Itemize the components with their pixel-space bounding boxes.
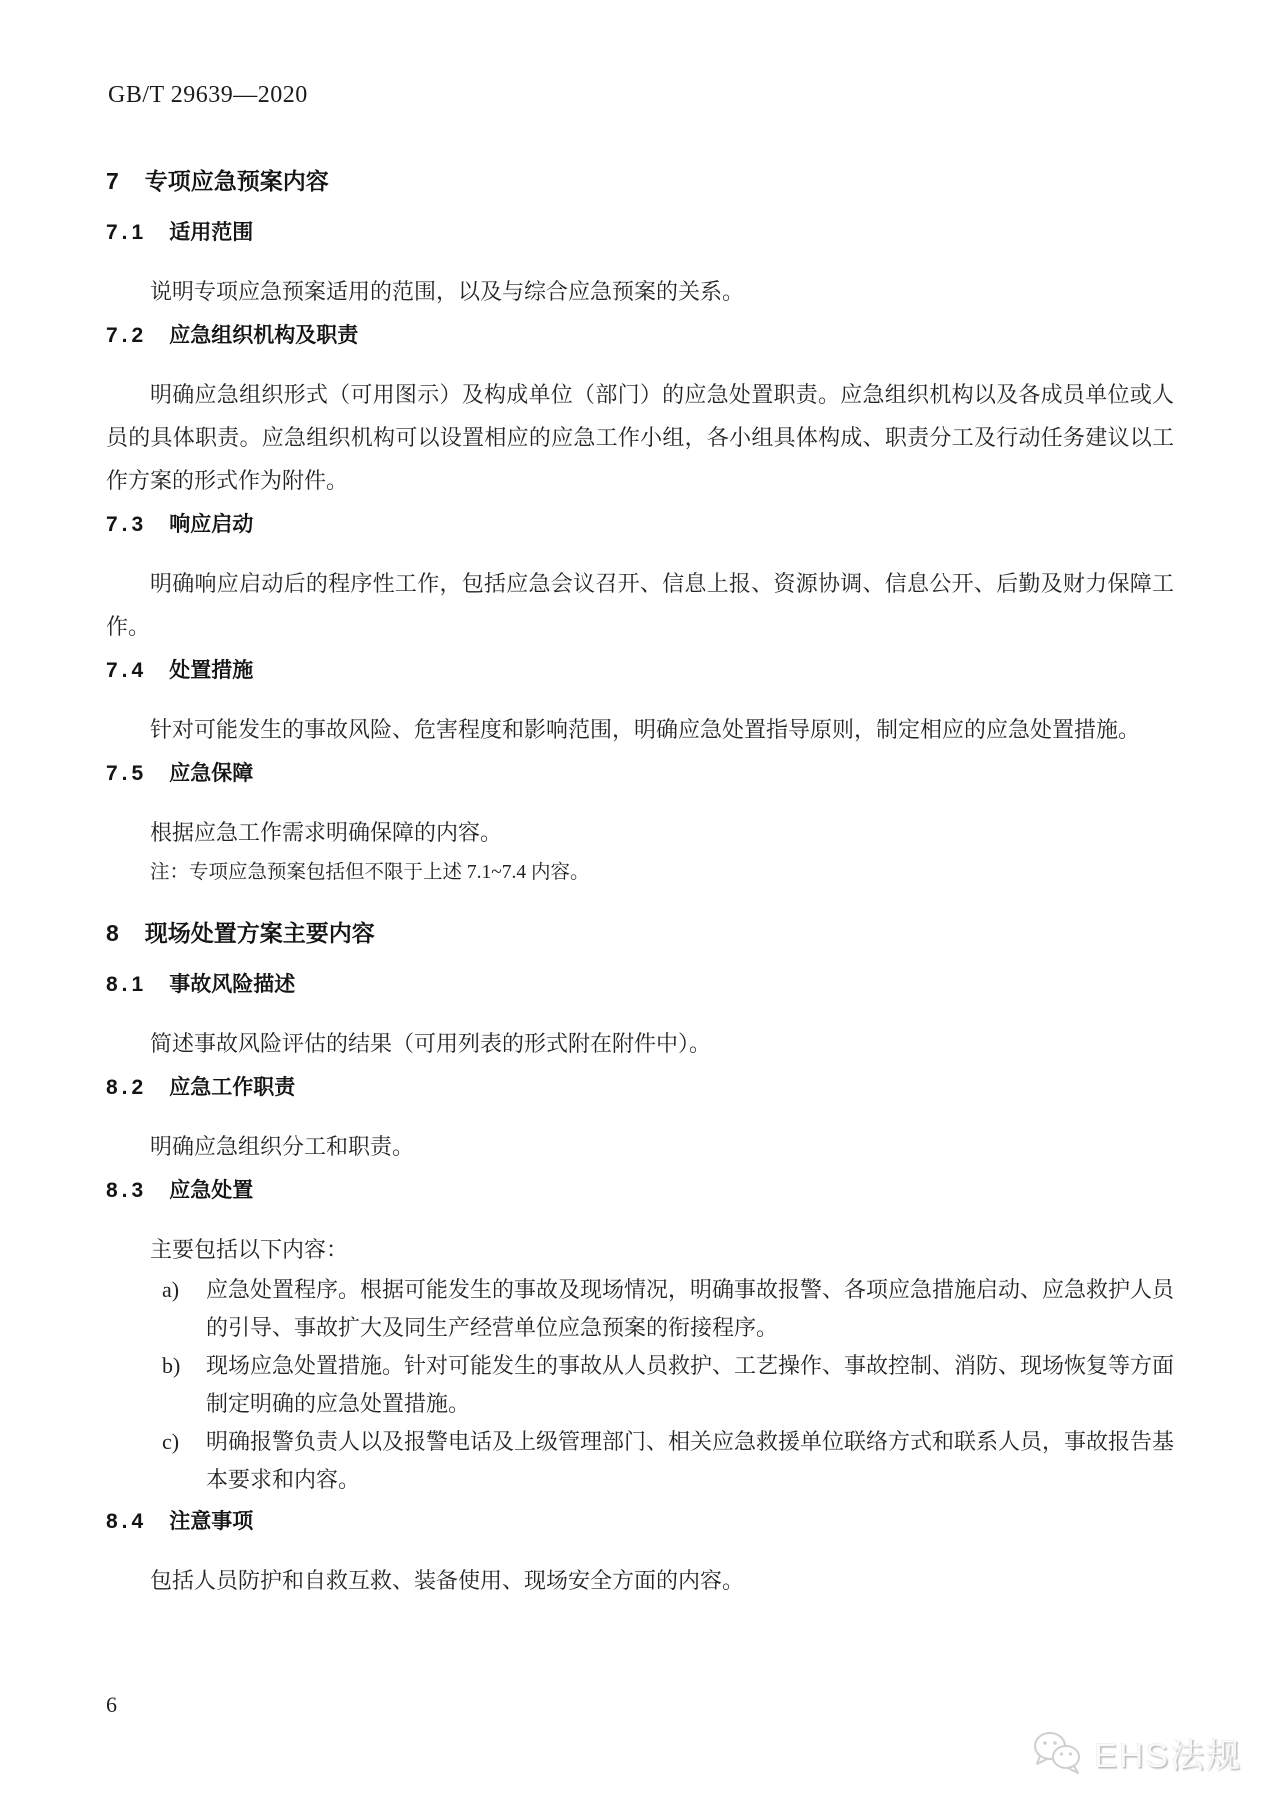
heading-title: 应急处置 (169, 1179, 254, 1202)
list-item-a (106, 1271, 1174, 1347)
heading-number: 7 (106, 168, 123, 194)
paragraph: 明确应急组织分工和职责。 (150, 1134, 415, 1159)
paragraph: 明确响应启动后的程序性工作，包括应急会议召开、信息上报、资源协调、信息公开、后勤及财力保障工作。 (106, 571, 1174, 639)
section-heading-7 (106, 166, 1174, 196)
list-item-b (106, 1347, 1174, 1423)
paragraph: 明确应急组织形式（可用图示）及构成单位（部门）的应急处置职责。应急组织机构以及各成员单位或人员的具体职责。应急组织机构可以设置相应的应急工作小组，各小组具体构成、职责分工及行动任务建议以工作方案的形式作为附件。 (106, 382, 1174, 493)
list-marker: a) (162, 1277, 180, 1302)
heading-title: 处置措施 (169, 659, 254, 682)
heading-number: 7.3 (106, 513, 148, 536)
watermark-brand: EHS法规 (1094, 1737, 1242, 1775)
heading-title: 应急组织机构及职责 (169, 324, 359, 347)
section-heading-7.2 (106, 321, 1174, 351)
heading-title: 事故风险描述 (169, 973, 296, 996)
heading-title: 适用范围 (169, 221, 254, 244)
heading-number: 8.4 (106, 1510, 148, 1533)
list-text: 现场应急处置措施。针对可能发生的事故从人员救护、工艺操作、事故控制、消防、现场恢复等方面制定明确的应急处置措施。 (206, 1353, 1175, 1416)
heading-title: 应急保障 (169, 762, 254, 785)
document-body (106, 140, 1174, 1602)
heading-title: 响应启动 (169, 513, 254, 536)
heading-title: 专项应急预案内容 (144, 168, 329, 194)
list-text: 应急处置程序。根据可能发生的事故及现场情况，明确事故报警、各项应急措施启动、应急救护人员的引导、事故扩大及同生产经营单位应急预案的衔接程序。 (206, 1277, 1175, 1340)
paragraph: 针对可能发生的事故风险、危害程度和影响范围，明确应急处置指导原则，制定相应的应急处置措施。 (150, 717, 1141, 742)
section-heading-7.3 (106, 510, 1174, 540)
paragraph: 主要包括以下内容： (150, 1237, 349, 1262)
standard-number: GB/T 29639—2020 (108, 82, 308, 108)
section-heading-7.1 (106, 218, 1174, 248)
list-marker: b) (162, 1353, 181, 1378)
heading-number: 8.1 (106, 973, 148, 996)
paragraph: 根据应急工作需求明确保障的内容。 (150, 820, 503, 845)
section-heading-8.1 (106, 970, 1174, 1000)
wechat-icon (1030, 1730, 1086, 1776)
heading-number: 7.5 (106, 762, 148, 785)
section-heading-8.3 (106, 1176, 1174, 1206)
heading-number: 8.2 (106, 1076, 148, 1099)
list-marker: c) (162, 1429, 180, 1454)
heading-number: 8 (106, 920, 123, 946)
paragraph: 说明专项应急预案适用的范围，以及与综合应急预案的关系。 (150, 279, 745, 304)
list-text: 明确报警负责人以及报警电话及上级管理部门、相关应急救援单位联络方式和联系人员，事故报告基本要求和内容。 (206, 1429, 1175, 1492)
paragraph: 简述事故风险评估的结果（可用列表的形式附在附件中）。 (150, 1031, 712, 1056)
section-heading-8.4 (106, 1507, 1174, 1537)
page-number: 6 (106, 1692, 117, 1717)
watermark (1030, 1728, 1242, 1777)
note-line: 注：专项应急预案包括但不限于上述 7.1~7.4 内容。 (150, 862, 590, 883)
paragraph: 包括人员防护和自救互救、装备使用、现场安全方面的内容。 (150, 1568, 745, 1593)
section-heading-7.5 (106, 759, 1174, 789)
heading-number: 7.4 (106, 659, 148, 682)
heading-title: 注意事项 (169, 1510, 254, 1533)
section-heading-7.4 (106, 656, 1174, 686)
heading-number: 7.1 (106, 221, 148, 244)
section-heading-8.2 (106, 1073, 1174, 1103)
heading-title: 应急工作职责 (169, 1076, 296, 1099)
section-heading-8 (106, 918, 1174, 948)
heading-number: 8.3 (106, 1179, 148, 1202)
list-item-c (106, 1423, 1174, 1499)
heading-number: 7.2 (106, 324, 148, 347)
heading-title: 现场处置方案主要内容 (144, 920, 375, 946)
